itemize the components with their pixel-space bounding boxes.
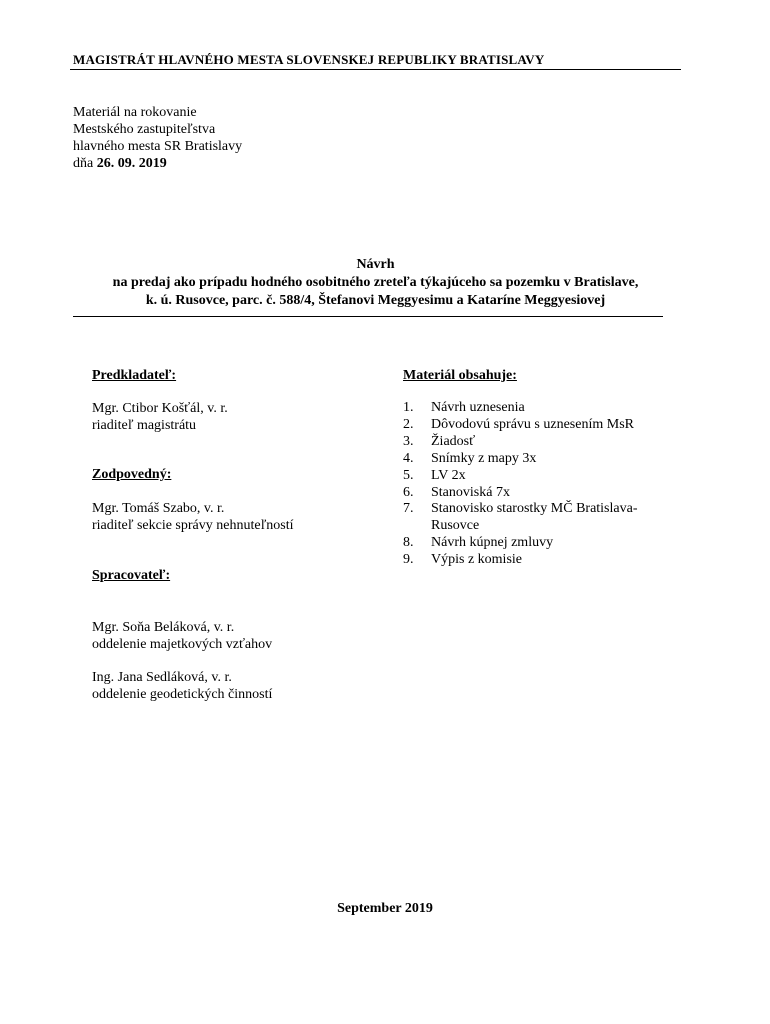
spracovatel-name-1: Mgr. Soňa Beláková, v. r. — [92, 620, 235, 635]
spracovatel-person-1 — [92, 619, 272, 653]
footer-date: September 2019 — [337, 901, 433, 916]
predkladatel-person — [92, 400, 228, 434]
zodpovedny-role: riaditeľ sekcie správy nehnuteľností — [92, 518, 294, 533]
list-item-number: 9. — [403, 552, 414, 568]
list-item-text: Stanoviská 7x — [431, 484, 510, 500]
list-item-number: 4. — [403, 450, 414, 466]
title-line-1: na predaj ako prípadu hodného osobitného zreteľa týkajúceho sa pozemku v Bratislave, — [112, 275, 639, 290]
contents-heading: Materiál obsahuje: — [403, 368, 517, 383]
institution-header: MAGISTRÁT HLAVNÉHO MESTA SLOVENSKEJ REPUBLIKY BRATISLAVY — [73, 52, 545, 67]
zodpovedny-person — [92, 500, 293, 534]
list-item-text: Výpis z komisie — [431, 552, 522, 568]
list-item-number: 3. — [403, 433, 414, 449]
list-item — [403, 468, 638, 485]
list-item-text-line: Stanovisko starostky MČ Bratislava- — [431, 501, 638, 517]
list-item-text: Návrh uznesenia — [431, 400, 525, 415]
title-line-2: k. ú. Rusovce, parc. č. 588/4, Štefanovi Meggyesimu a Kataríne Meggyesiovej — [145, 293, 606, 308]
list-item-number: 1. — [403, 400, 414, 415]
list-item-number: 7. — [403, 501, 414, 517]
material-date-prefix: dňa — [73, 156, 97, 171]
title-heading: Návrh — [356, 257, 395, 272]
list-item-text: Žiadosť — [431, 433, 476, 449]
list-item — [403, 417, 638, 434]
list-item-number: 5. — [403, 467, 414, 483]
spracovatel-name-2: Ing. Jana Sedláková, v. r. — [92, 670, 232, 685]
list-item — [403, 400, 638, 417]
list-item-number: 2. — [403, 416, 414, 432]
material-line-2: Mestského zastupiteľstva — [73, 122, 216, 137]
material-date-line — [73, 155, 242, 172]
spracovatel-heading: Spracovateľ: — [92, 568, 171, 583]
list-item-text: Návrh kúpnej zmluvy — [431, 535, 554, 551]
material-info — [73, 104, 242, 172]
list-item — [403, 535, 638, 552]
predkladatel-role: riaditeľ magistrátu — [92, 418, 197, 433]
material-line-3: hlavného mesta SR Bratislavy — [73, 139, 243, 154]
zodpovedny-name: Mgr. Tomáš Szabo, v. r. — [92, 501, 225, 516]
predkladatel-name: Mgr. Ctibor Košťál, v. r. — [92, 401, 228, 416]
list-item — [403, 485, 638, 502]
list-item-text-continuation: Rusovce — [431, 518, 480, 534]
contents-list — [403, 400, 638, 569]
list-item-text: Dôvodovú správu s uznesením MsR — [431, 416, 634, 432]
list-item — [403, 501, 638, 535]
list-item-text: LV 2x — [431, 467, 466, 483]
predkladatel-heading: Predkladateľ: — [92, 368, 177, 383]
list-item-text: Snímky z mapy 3x — [431, 450, 537, 466]
material-date: 26. 09. 2019 — [96, 156, 167, 171]
title-divider — [73, 316, 663, 317]
spracovatel-person-2 — [92, 669, 272, 703]
spracovatel-role-1: oddelenie majetkových vzťahov — [92, 637, 273, 652]
list-item-number: 6. — [403, 484, 414, 500]
list-item-number: 8. — [403, 535, 414, 551]
list-item — [403, 451, 638, 468]
material-line-1: Materiál na rokovanie — [73, 105, 197, 120]
document-title — [70, 256, 681, 310]
spracovatel-role-2: oddelenie geodetických činností — [92, 687, 273, 702]
list-item — [403, 434, 638, 451]
list-item-text — [431, 501, 638, 535]
header-divider — [70, 69, 681, 70]
list-item — [403, 552, 638, 569]
zodpovedny-heading: Zodpovedný: — [92, 467, 172, 482]
